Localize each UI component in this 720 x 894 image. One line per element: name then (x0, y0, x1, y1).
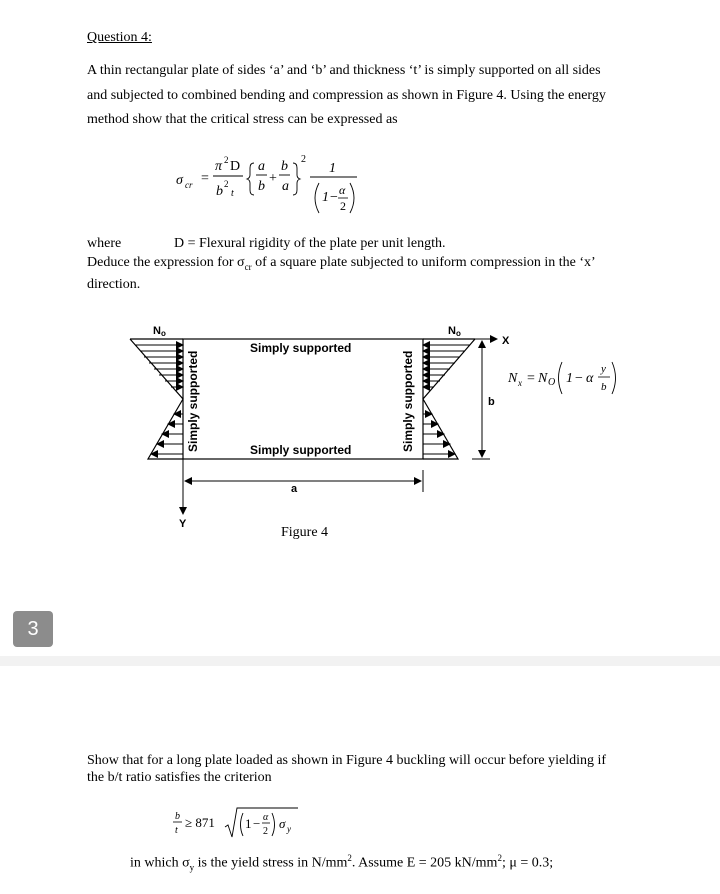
figure-caption: Figure 4 (281, 525, 329, 540)
eq-t: t (231, 188, 234, 199)
crit-alpha: α (263, 812, 269, 823)
final-text-c: . Assume E = 205 kN/mm (351, 855, 498, 871)
n0-left-label: No (153, 325, 166, 338)
nx-equals: = (527, 371, 535, 386)
intro-line-1: A thin rectangular plate of sides ‘a’ and ‘b’ and thickness ‘t’ is simply supported on all sides (87, 63, 601, 78)
eq-a1: a (258, 159, 265, 174)
final-sup-2a: 2 (347, 853, 352, 863)
eq-alpha: α (339, 183, 346, 197)
deduce-text-c: direction. (87, 276, 141, 292)
deduce-paragraph (87, 254, 647, 293)
show-text-1: Show that for a long plate loaded as shown in Figure 4 buckling will occur before yielding if (87, 753, 607, 768)
nx-sub: x (518, 378, 522, 388)
intro-line-3: method show that the critical stress can be expressed as (87, 112, 398, 127)
crit-sigma: σ (279, 816, 286, 831)
crit-sigma-sub: y (287, 824, 291, 834)
final-sup-2b: 2 (497, 853, 502, 863)
final-text-b: is the yield stress in N/mm (194, 855, 348, 871)
plate-outline (183, 339, 423, 459)
page-divider (0, 656, 720, 666)
eq-pi: π (215, 159, 223, 174)
question-heading: Question 4: (87, 30, 152, 45)
dim-b-label: b (488, 396, 495, 408)
final-sub-y: y (189, 862, 195, 873)
nx-alpha: α (586, 371, 594, 386)
label-simply-supported-right: Simply supported (401, 350, 415, 452)
deduce-sub: cr (244, 261, 252, 272)
axis-x-label: X (502, 335, 510, 347)
eq-a2: a (282, 179, 289, 194)
eq-b-sup: 2 (224, 179, 229, 189)
nx-minus: − (575, 371, 583, 386)
criterion-equation (170, 805, 320, 841)
crit-minus: − (253, 816, 261, 831)
deduce-text-b: of a square plate subjected to uniform compression in the ‘x’ (251, 255, 596, 270)
intro-line-2: and subjected to combined bending and compression as shown in Figure 4. Using the energy (87, 87, 606, 103)
nx-N0: N (538, 371, 548, 386)
crit-two: 2 (263, 826, 268, 837)
intro-paragraph (87, 59, 647, 133)
eq-equals: = (201, 171, 209, 186)
dimension-a (185, 470, 423, 495)
final-text-d: ; μ = 0.3; (501, 855, 554, 871)
eq-lhs-sigma: σ (176, 173, 183, 188)
nx-N0-sub: O (548, 377, 556, 388)
eq-b: b (216, 184, 223, 199)
eq-plus: + (269, 171, 277, 186)
nx-one: 1 (566, 371, 573, 386)
dimension-b (472, 341, 495, 459)
left-load-distribution (130, 339, 183, 459)
n0-right-label: No (448, 325, 461, 338)
label-simply-supported-top: Simply supported (250, 341, 352, 355)
eq-lhs-sub: cr (185, 180, 193, 190)
axis-y-label: Y (179, 518, 187, 530)
dim-a-label: a (291, 483, 298, 495)
right-load-distribution (423, 339, 475, 459)
final-text-a: in which σ (130, 855, 190, 871)
eq-pi-sup: 2 (224, 155, 229, 165)
page-number-badge: 3 (13, 611, 53, 647)
where-label: where (87, 236, 122, 251)
show-paragraph (87, 752, 657, 786)
crit-one: 1 (245, 816, 252, 831)
nx-y: y (601, 363, 606, 375)
crit-t: t (175, 825, 178, 836)
figure-4 (0, 300, 720, 560)
eq-paren-one: 1 (322, 190, 329, 205)
nx-equation (507, 362, 616, 394)
eq-two: 2 (340, 199, 346, 213)
show-text-2: the b/t ratio satisfies the criterion (87, 770, 272, 785)
label-simply-supported-bottom: Simply supported (250, 443, 352, 457)
crit-ge: ≥ 871 (185, 815, 215, 830)
eq-b2: b (281, 159, 288, 174)
eq-power: 2 (301, 154, 306, 165)
eq-b1: b (258, 179, 265, 194)
eq-D: D (230, 159, 241, 174)
final-line (130, 853, 553, 872)
nx-N: N (508, 371, 518, 386)
label-simply-supported-left: Simply supported (186, 350, 200, 452)
critical-stress-equation (170, 150, 370, 222)
eq-minus: − (330, 190, 338, 205)
eq-one: 1 (329, 161, 336, 176)
crit-b: b (175, 811, 180, 822)
nx-b: b (601, 381, 607, 393)
where-definition: D = Flexural rigidity of the plate per unit length. (174, 236, 446, 251)
deduce-text-a: Deduce the expression for σ (87, 255, 245, 270)
